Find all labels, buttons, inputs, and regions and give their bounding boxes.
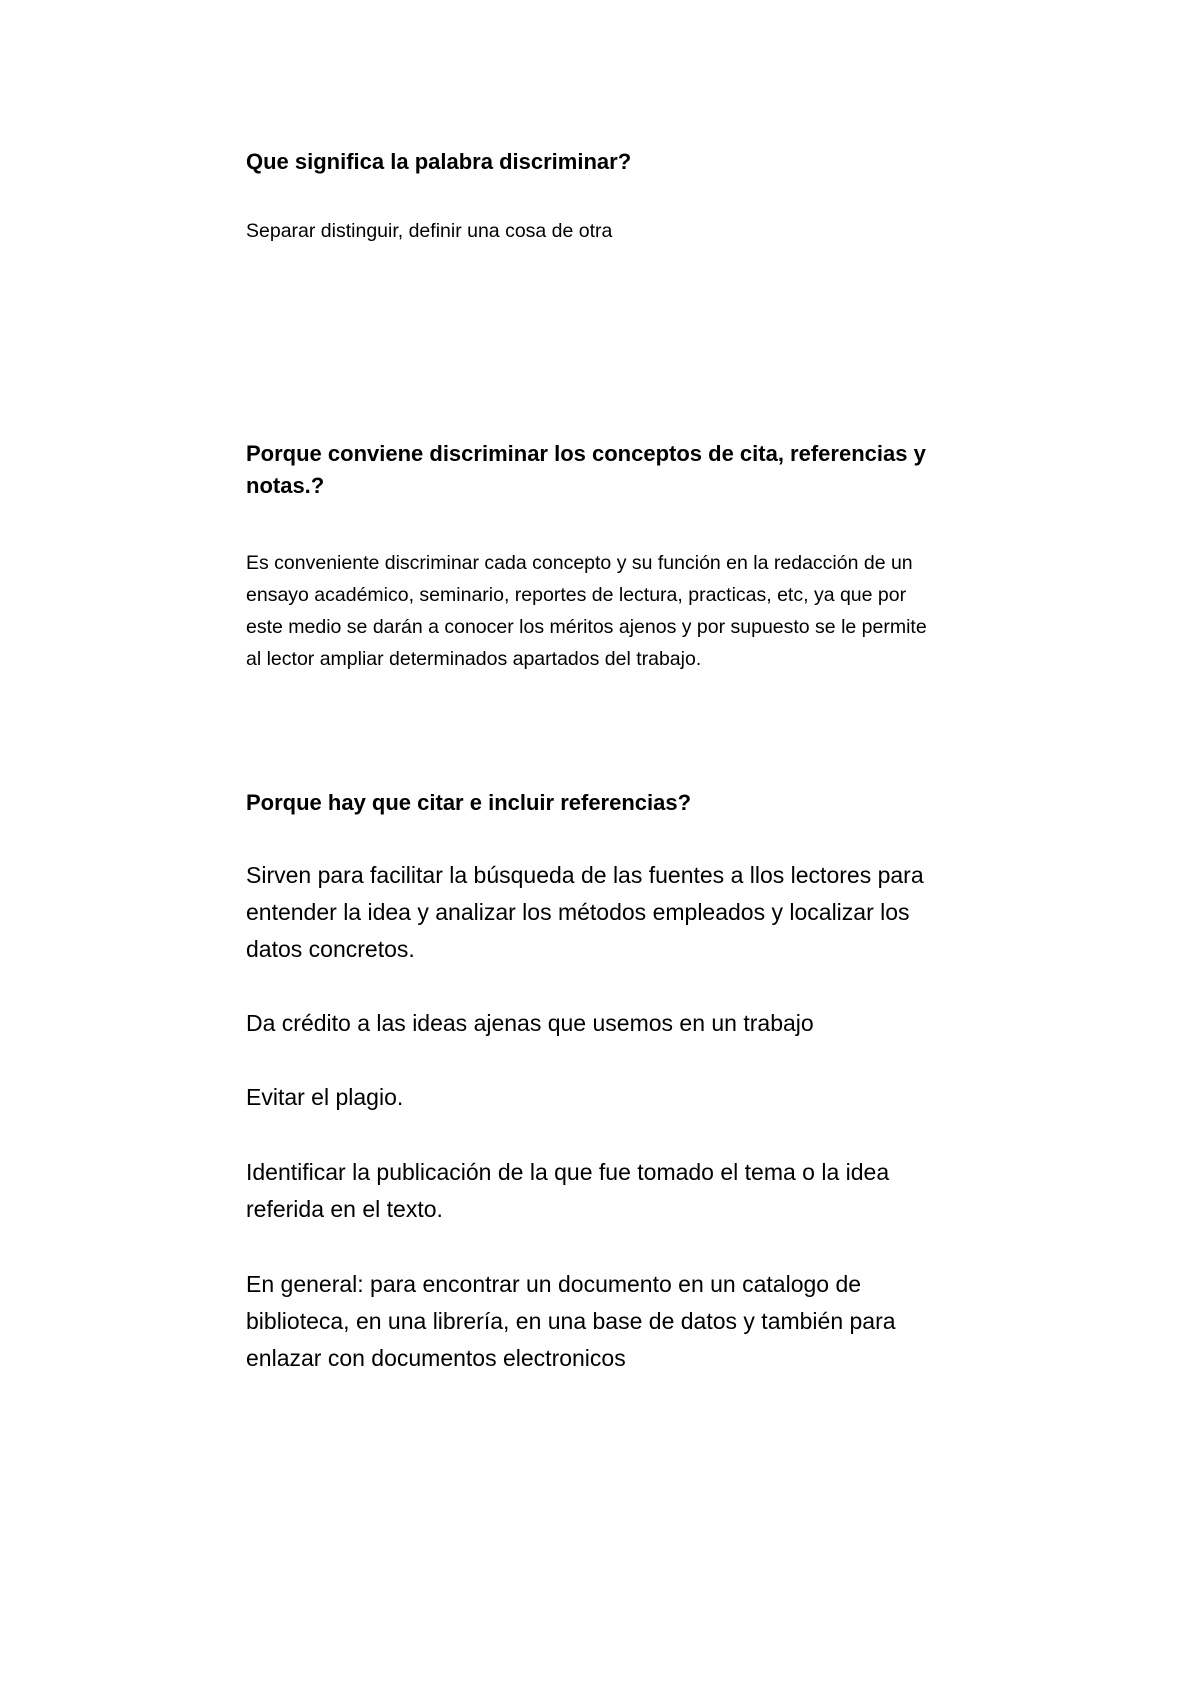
answer-3-paragraph-2: Da crédito a las ideas ajenas que usemos en un trabajo — [246, 1010, 814, 1036]
answer-2 — [246, 547, 1026, 675]
question-1: Que significa la palabra discriminar? — [246, 149, 632, 174]
answer-3-p4-line-2: referida en el texto. — [246, 1196, 443, 1222]
answer-2-line-2: ensayo académico, seminario, reportes de lectura, practicas, etc, ya que por — [246, 584, 907, 606]
answer-2-line-4: al lector ampliar determinados apartados del trabajo. — [246, 648, 702, 670]
answer-3-p1-line-2: entender la idea y analizar los métodos empleados y localizar los — [246, 899, 910, 925]
question-2-line-2: notas.? — [246, 473, 325, 498]
answer-3-p5-line-1: En general: para encontrar un documento en un catalogo de — [246, 1271, 862, 1297]
answer-3-p5-line-3: enlazar con documentos electronicos — [246, 1345, 626, 1371]
question-3: Porque hay que citar e incluir referencias? — [246, 790, 692, 815]
answer-3-p1-line-1: Sirven para facilitar la búsqueda de las fuentes a llos lectores para — [246, 862, 924, 888]
answer-3-paragraph-4 — [246, 1154, 1026, 1228]
answer-3-p5-line-2: biblioteca, en una librería, en una base de datos y también para — [246, 1308, 896, 1334]
answer-3-paragraph-1 — [246, 857, 1026, 968]
answer-2-line-3: este medio se darán a conocer los méritos ajenos y por supuesto se le permite — [246, 616, 927, 638]
answer-3-p4-line-1: Identificar la publicación de la que fue tomado el tema o la idea — [246, 1159, 890, 1185]
answer-3-paragraph-3: Evitar el plagio. — [246, 1084, 404, 1110]
answer-1: Separar distinguir, definir una cosa de otra — [246, 220, 613, 242]
answer-3-p1-line-3: datos concretos. — [246, 936, 415, 962]
question-2 — [246, 438, 1026, 502]
answer-2-line-1: Es conveniente discriminar cada concepto y su función en la redacción de un — [246, 552, 913, 574]
answer-3-paragraph-5 — [246, 1266, 1026, 1377]
question-2-line-1: Porque conviene discriminar los conceptos de cita, referencias y — [246, 441, 926, 466]
